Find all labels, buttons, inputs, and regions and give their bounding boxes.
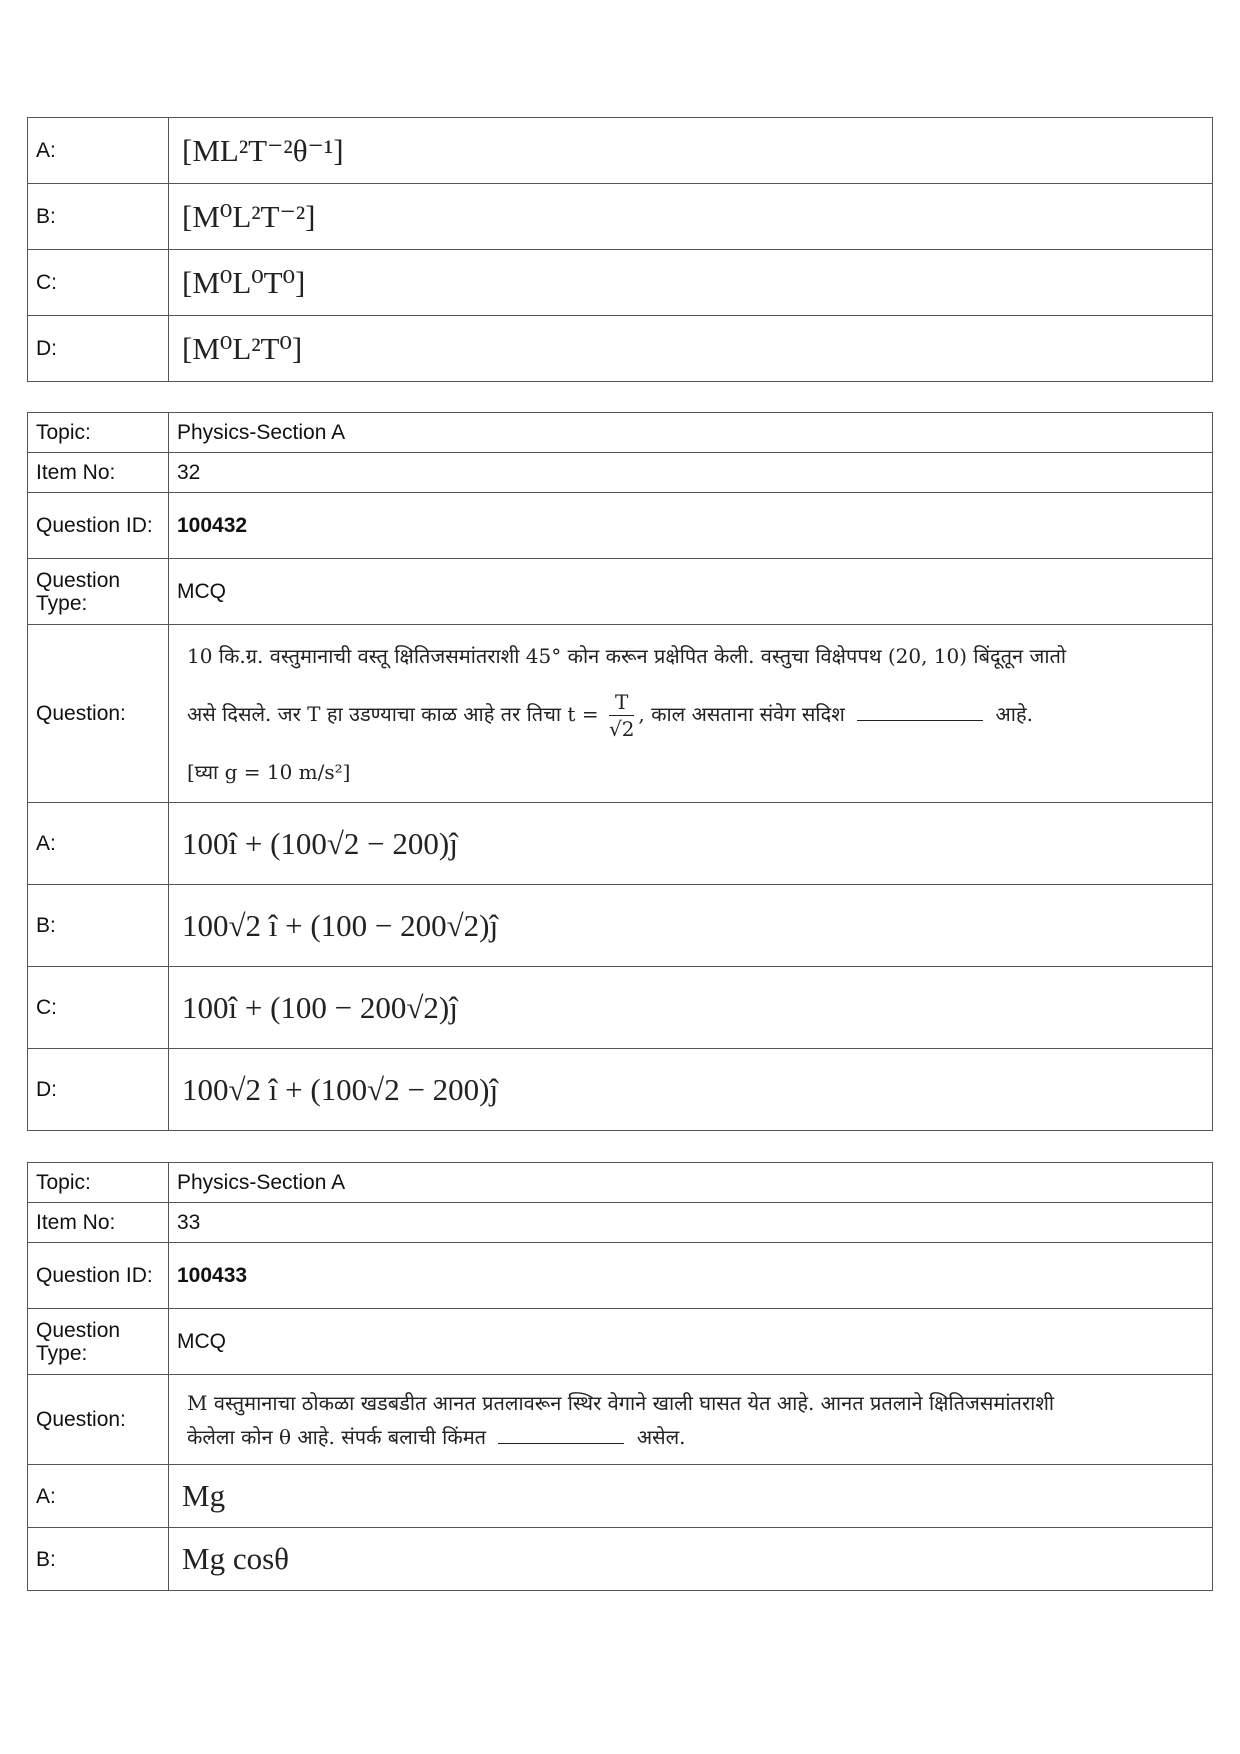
option-label-a: A:	[28, 118, 169, 184]
question-id-label: Question ID:	[28, 1243, 169, 1309]
question-label: Question:	[28, 1375, 169, 1465]
question-line-2: केलेला कोन θ आहे. संपर्क बलाची किंमत असेल.	[187, 1424, 686, 1449]
option-label-b: B:	[28, 885, 169, 967]
question-type-value: MCQ	[169, 1309, 1213, 1375]
topic-label: Topic:	[28, 1163, 169, 1203]
item-no-label: Item No:	[28, 1203, 169, 1243]
option-c-value: [M⁰L⁰T⁰]	[169, 250, 1213, 316]
question-id-value: 100432	[169, 493, 1213, 559]
question-line-1: M वस्तुमानाचा ठोकळा खडबडीत आनत प्रतलावरून स्थिर वेगाने खाली घासत येत आहे. आनत प्रतलाने क्षितिजसमांतराशी	[187, 1390, 1055, 1415]
question-text	[169, 1375, 1213, 1465]
topic-label: Topic:	[28, 413, 169, 453]
topic-value: Physics-Section A	[169, 413, 1213, 453]
question-id-value: 100433	[169, 1243, 1213, 1309]
prev-question-options-table	[27, 117, 1213, 382]
option-a-value: [ML²T⁻²θ⁻¹]	[169, 118, 1213, 184]
option-b-value: Mg cosθ	[169, 1528, 1213, 1591]
topic-value: Physics-Section A	[169, 1163, 1213, 1203]
option-c-value: 100î + (100 − 200√2)ĵ	[169, 967, 1213, 1049]
question-label: Question:	[28, 625, 169, 803]
option-b-value: 100√2 î + (100 − 200√2)ĵ	[169, 885, 1213, 967]
option-label-b: B:	[28, 184, 169, 250]
answer-blank	[857, 702, 983, 721]
option-b-value: [M⁰L²T⁻²]	[169, 184, 1213, 250]
option-label-d: D:	[28, 1049, 169, 1131]
question-id-label: Question ID:	[28, 493, 169, 559]
item-no-value: 33	[169, 1203, 1213, 1243]
option-label-a: A:	[28, 803, 169, 885]
option-d-value: 100√2 î + (100√2 − 200)ĵ	[169, 1049, 1213, 1131]
option-label-d: D:	[28, 316, 169, 382]
item-no-label: Item No:	[28, 453, 169, 493]
question-line-1: 10 कि.ग्र. वस्तुमानाची वस्तू क्षितिजसमांतराशी 45° कोन करून प्रक्षेपित केली. वस्तुचा विक्षेपपथ (20, 10) बिंदूतून जातो	[187, 643, 1067, 668]
option-a-value: Mg	[169, 1465, 1213, 1528]
item-no-value: 32	[169, 453, 1213, 493]
option-label-b: B:	[28, 1528, 169, 1591]
option-label-c: C:	[28, 967, 169, 1049]
option-a-value: 100î + (100√2 − 200)ĵ	[169, 803, 1213, 885]
option-label-c: C:	[28, 250, 169, 316]
answer-blank	[498, 1425, 624, 1444]
option-label-a: A:	[28, 1465, 169, 1528]
fraction: $\frac{T}{√2}$	[608, 689, 635, 741]
question-text	[169, 625, 1213, 803]
question-line-2: असे दिसले. जर T हा उडण्याचा काळ आहे तर तिचा t = $\frac{T}{√2}$ , काल असताना संवेग सदिश आहे.	[187, 689, 1033, 741]
question-32-table	[27, 412, 1213, 1131]
question-type-label: Question Type:	[28, 1309, 169, 1375]
option-d-value: [M⁰L²T⁰]	[169, 316, 1213, 382]
question-type-label: Question Type:	[28, 559, 169, 625]
question-type-value: MCQ	[169, 559, 1213, 625]
question-line-3: [घ्या g = 10 m/s²]	[187, 759, 351, 784]
question-33-table	[27, 1162, 1213, 1591]
